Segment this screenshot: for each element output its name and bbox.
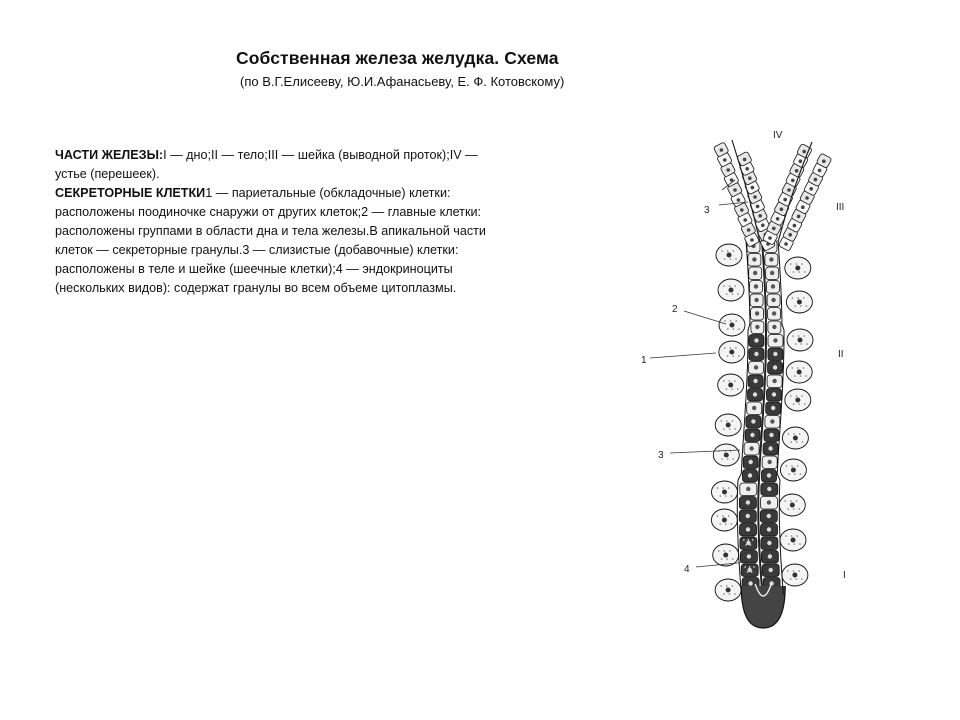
neck-cell-nucleus	[791, 179, 795, 183]
gland-illustration	[711, 140, 832, 628]
parietal-nucleus	[730, 323, 735, 328]
parietal-granule	[796, 441, 798, 443]
parietal-granule	[727, 355, 729, 357]
cell-granule	[745, 544, 746, 545]
parietal-granule	[801, 343, 803, 345]
neck-cell-nucleus	[799, 159, 803, 163]
zone-label-ii: II	[838, 349, 844, 360]
cell-granule	[749, 566, 750, 567]
neck-cell-nucleus	[814, 178, 818, 182]
parts-text: I — дно;II — тело;III — шейка (выводной проток);IV — устье (перешеек).	[55, 148, 478, 181]
parietal-granule	[734, 285, 736, 287]
parietal-granule	[734, 593, 736, 595]
neck-cell-nucleus	[776, 217, 780, 221]
parietal-granule	[724, 320, 726, 322]
cell-granule	[747, 571, 748, 572]
parietal-granule	[791, 465, 793, 467]
neck-cell-nucleus	[720, 148, 724, 152]
cell-nucleus	[755, 325, 759, 329]
parietal-nucleus	[795, 266, 800, 271]
parietal-granule	[801, 578, 803, 580]
parietal-granule	[798, 335, 800, 337]
parietal-granule	[796, 500, 798, 502]
neck-cell-nucleus	[758, 214, 762, 218]
neck-cell-nucleus	[726, 168, 730, 172]
parietal-granule	[728, 515, 730, 517]
cell-label-4: 4	[684, 564, 690, 575]
neck-cell-nucleus	[751, 186, 755, 190]
parietal-granule	[724, 550, 726, 552]
parietal-granule	[798, 271, 800, 273]
cell-label-3-top: 3	[704, 205, 710, 216]
parietal-nucleus	[797, 370, 802, 375]
label-leader-lines	[650, 180, 748, 567]
parietal-granule	[718, 550, 720, 552]
cell-nucleus	[749, 446, 753, 450]
parietal-granule	[794, 305, 796, 307]
parietal-granule	[786, 465, 788, 467]
cell-nucleus	[769, 568, 773, 572]
neck-cell-nucleus	[784, 242, 788, 246]
parietal-granule	[800, 375, 802, 377]
cell-nucleus	[749, 460, 753, 464]
parietal-granule	[727, 328, 729, 330]
parietal-nucleus	[726, 423, 731, 428]
parietal-granule	[733, 328, 735, 330]
parietal-granule	[796, 578, 798, 580]
parietal-granule	[734, 428, 736, 430]
parietal-granule	[790, 578, 792, 580]
cell-nucleus	[767, 500, 771, 504]
cell-nucleus	[752, 406, 756, 410]
parietal-granule	[791, 535, 793, 537]
parietal-granule	[725, 523, 727, 525]
cell-nucleus	[767, 473, 771, 477]
parietal-granule	[732, 293, 734, 295]
parietal-granule	[732, 585, 734, 587]
cell-nucleus	[771, 284, 775, 288]
parietal-granule	[721, 250, 723, 252]
cell-nucleus	[751, 419, 755, 423]
parietal-nucleus	[795, 398, 800, 403]
description-block	[55, 146, 505, 298]
cell-nucleus	[767, 541, 771, 545]
parietal-granule	[723, 428, 725, 430]
cell-nucleus	[753, 379, 757, 383]
parietal-nucleus	[727, 253, 732, 258]
cell-nucleus	[771, 298, 775, 302]
zone-label-iii: III	[836, 202, 845, 213]
parietal-granule	[731, 388, 733, 390]
parietal-granule	[793, 570, 795, 572]
cell-nucleus	[767, 487, 771, 491]
cell-nucleus	[770, 271, 774, 275]
parietal-granule	[729, 550, 731, 552]
parietal-granule	[793, 508, 795, 510]
parietal-granule	[796, 535, 798, 537]
parietal-granule	[731, 495, 733, 497]
cell-nucleus	[773, 338, 777, 342]
neck-cell-nucleus	[822, 159, 826, 163]
cell-nucleus	[771, 406, 775, 410]
cell-nucleus	[748, 473, 752, 477]
parietal-granule	[732, 250, 734, 252]
parietal-granule	[722, 487, 724, 489]
cell-nucleus	[767, 527, 771, 531]
cell-nucleus	[772, 379, 776, 383]
parietal-granule	[799, 508, 801, 510]
parietal-granule	[734, 380, 736, 382]
parietal-granule	[788, 543, 790, 545]
cell-nucleus	[768, 446, 772, 450]
parietal-granule	[717, 515, 719, 517]
gastric-gland-diagram	[610, 110, 860, 650]
cell-nucleus	[754, 298, 758, 302]
zone-label-iv: IV	[773, 130, 783, 141]
parietal-nucleus	[791, 538, 796, 543]
parietal-granule	[729, 593, 731, 595]
parietal-granule	[800, 473, 802, 475]
parietal-granule	[723, 593, 725, 595]
parietal-granule	[803, 335, 805, 337]
parietal-granule	[727, 458, 729, 460]
parietal-nucleus	[729, 288, 734, 293]
neck-cell-nucleus	[788, 233, 792, 237]
neck-cell-nucleus	[737, 198, 741, 202]
parietal-granule	[723, 380, 725, 382]
parietal-granule	[791, 367, 793, 369]
parietal-nucleus	[726, 588, 731, 593]
parietal-nucleus	[722, 490, 727, 495]
parietal-granule	[726, 388, 728, 390]
parietal-granule	[798, 570, 800, 572]
parietal-granule	[735, 320, 737, 322]
parietal-granule	[729, 285, 731, 287]
parietal-granule	[728, 487, 730, 489]
cell-nucleus	[746, 500, 750, 504]
parietal-granule	[803, 297, 805, 299]
parietal-granule	[720, 585, 722, 587]
cell-nucleus	[746, 514, 750, 518]
parietal-granule	[790, 395, 792, 397]
cell-granule	[743, 539, 744, 540]
parietal-granule	[732, 355, 734, 357]
cell-nucleus	[772, 311, 776, 315]
parietal-granule	[793, 403, 795, 405]
parietal-granule	[724, 347, 726, 349]
zone-label-i: I	[843, 570, 846, 581]
cell-nucleus	[754, 338, 758, 342]
neck-cell-nucleus	[780, 207, 784, 211]
parietal-granule	[730, 258, 732, 260]
parietal-granule	[732, 558, 734, 560]
cell-label-1: 1	[641, 355, 647, 366]
parietal-granule	[787, 570, 789, 572]
cell-nucleus	[772, 392, 776, 396]
cell-granule	[753, 566, 754, 567]
cell-nucleus	[753, 271, 757, 275]
neck-cell-nucleus	[772, 227, 776, 231]
cell-granule	[750, 544, 751, 545]
neck-cell-nucleus	[748, 176, 752, 180]
parietal-granule	[800, 305, 802, 307]
cell-nucleus	[772, 325, 776, 329]
parietal-granule	[803, 367, 805, 369]
cells-text: 1 — париетальные (обкладочные) клетки: расположены поодиночке снаружи от других клеток;2 — главные клетки: расположены группами в области дна и тела железы.В апикальной части клеток — секреторные гранулы.3 — слизистые (добавочные) клетки: расположены в теле и шейке (шеечные клетки);4 — эндокриноциты (нескольких видов): содержат гранулы во всем объеме цитоплазмы.	[55, 186, 486, 295]
neck-cell-nucleus	[802, 150, 806, 154]
cell-nucleus	[769, 257, 773, 261]
parietal-granule	[726, 585, 728, 587]
cell-label-2: 2	[672, 304, 678, 315]
parietal-granule	[794, 543, 796, 545]
parietal-granule	[730, 320, 732, 322]
cell-granule	[745, 566, 746, 567]
cell-granule	[751, 571, 752, 572]
parietal-granule	[792, 297, 794, 299]
neck-cell-nucleus	[805, 196, 809, 200]
parietal-granule	[801, 263, 803, 265]
cell-nucleus	[754, 365, 758, 369]
neck-cell-nucleus	[795, 169, 799, 173]
cell-nucleus	[770, 419, 774, 423]
parietal-nucleus	[728, 383, 733, 388]
parietal-granule	[720, 420, 722, 422]
parietal-nucleus	[797, 300, 802, 305]
neck-cell-nucleus	[801, 205, 805, 209]
parietal-granule	[717, 487, 719, 489]
parietal-granule	[732, 420, 734, 422]
parietal-granule	[790, 500, 792, 502]
parietal-granule	[799, 433, 801, 435]
parietal-granule	[795, 343, 797, 345]
parietal-granule	[726, 558, 728, 560]
parietal-granule	[729, 380, 731, 382]
parietal-nucleus	[793, 436, 798, 441]
neck-cell-nucleus	[761, 223, 765, 227]
neck-cell-nucleus	[787, 188, 791, 192]
parietal-granule	[797, 367, 799, 369]
parietal-granule	[796, 395, 798, 397]
parietal-granule	[797, 465, 799, 467]
parietal-granule	[798, 403, 800, 405]
parietal-granule	[720, 495, 722, 497]
parietal-nucleus	[790, 503, 795, 508]
parietal-granule	[726, 293, 728, 295]
neck-cell-nucleus	[743, 158, 747, 162]
parietal-granule	[794, 473, 796, 475]
neck-cell-nucleus	[740, 208, 744, 212]
parietal-granule	[730, 347, 732, 349]
parietal-granule	[723, 285, 725, 287]
neck-cell-nucleus	[743, 218, 747, 222]
neck-cell-nucleus	[753, 195, 757, 199]
neck-cell-nucleus	[809, 187, 813, 191]
parietal-granule	[804, 271, 806, 273]
parietal-granule	[738, 328, 740, 330]
parietal-nucleus	[792, 573, 797, 578]
cells-heading: СЕКРЕТОРНЫЕ КЛЕТКИ	[55, 186, 206, 200]
cell-granule	[748, 539, 749, 540]
cell-nucleus	[768, 554, 772, 558]
cell-nucleus	[768, 460, 772, 464]
parietal-granule	[721, 458, 723, 460]
parietal-nucleus	[798, 338, 803, 343]
neck-cell-nucleus	[750, 238, 754, 242]
cell-nucleus	[747, 554, 751, 558]
parietal-granule	[787, 508, 789, 510]
parietal-granule	[788, 473, 790, 475]
cell-nucleus	[773, 352, 777, 356]
parietal-granule	[721, 558, 723, 560]
parietal-granule	[731, 523, 733, 525]
cell-nucleus	[750, 433, 754, 437]
cell-granule	[752, 539, 753, 540]
parietal-granule	[801, 395, 803, 397]
neck-cell-nucleus	[733, 188, 737, 192]
parietal-nucleus	[729, 350, 734, 355]
parietal-granule	[806, 305, 808, 307]
cell-nucleus	[754, 352, 758, 356]
cell-nucleus	[746, 487, 750, 491]
parietal-nucleus	[791, 468, 796, 473]
parietal-nucleus	[724, 453, 729, 458]
slide-title: Собственная железа желудка. Схема	[236, 48, 559, 68]
cell-nucleus	[773, 365, 777, 369]
cell-nucleus	[748, 568, 752, 572]
slide-subtitle: (по В.Г.Елисееву, Ю.И.Афанасьеву, Е. Ф. Котовскому)	[240, 74, 565, 89]
parietal-nucleus	[722, 518, 727, 523]
parietal-granule	[724, 258, 726, 260]
cell-nucleus	[754, 284, 758, 288]
parietal-granule	[788, 433, 790, 435]
parietal-granule	[722, 515, 724, 517]
parietal-granule	[804, 403, 806, 405]
cell-nucleus	[746, 527, 750, 531]
cell-nucleus	[752, 257, 756, 261]
parietal-granule	[792, 335, 794, 337]
cell-nucleus	[767, 514, 771, 518]
parietal-granule	[735, 258, 737, 260]
parietal-granule	[802, 441, 804, 443]
parietal-granule	[790, 441, 792, 443]
parietal-granule	[793, 433, 795, 435]
parietal-nucleus	[723, 553, 728, 558]
gland-fundus-curve	[741, 586, 785, 628]
cell-nucleus	[755, 311, 759, 315]
parietal-granule	[733, 458, 735, 460]
parietal-granule	[785, 500, 787, 502]
neck-cell-nucleus	[747, 228, 751, 232]
neck-cell-nucleus	[768, 236, 772, 240]
parietal-granule	[785, 535, 787, 537]
cell-label-3-bottom: 3	[658, 450, 664, 461]
parietal-granule	[806, 343, 808, 345]
cell-nucleus	[748, 581, 752, 585]
parietal-granule	[737, 293, 739, 295]
parietal-granule	[793, 271, 795, 273]
parietal-granule	[719, 523, 721, 525]
cell-nucleus	[753, 392, 757, 396]
parietal-granule	[726, 420, 728, 422]
cell-nucleus	[746, 541, 750, 545]
parietal-granule	[737, 388, 739, 390]
neck-cell-nucleus	[818, 169, 822, 173]
parietal-granule	[738, 355, 740, 357]
parietal-granule	[790, 263, 792, 265]
neck-cell-nucleus	[723, 158, 727, 162]
parietal-granule	[725, 495, 727, 497]
neck-cell-nucleus	[793, 224, 797, 228]
neck-cell-nucleus	[756, 205, 760, 209]
parietal-granule	[797, 297, 799, 299]
parietal-granule	[727, 250, 729, 252]
cell-nucleus	[769, 433, 773, 437]
parts-heading: ЧАСТИ ЖЕЛЕЗЫ:	[55, 148, 164, 162]
parietal-granule	[794, 375, 796, 377]
parietal-granule	[729, 428, 731, 430]
parietal-granule	[796, 263, 798, 265]
neck-cell-nucleus	[797, 215, 801, 219]
parietal-granule	[799, 543, 801, 545]
parietal-granule	[805, 375, 807, 377]
neck-cell-nucleus	[783, 198, 787, 202]
neck-cell-nucleus	[745, 167, 749, 171]
parietal-granule	[735, 347, 737, 349]
